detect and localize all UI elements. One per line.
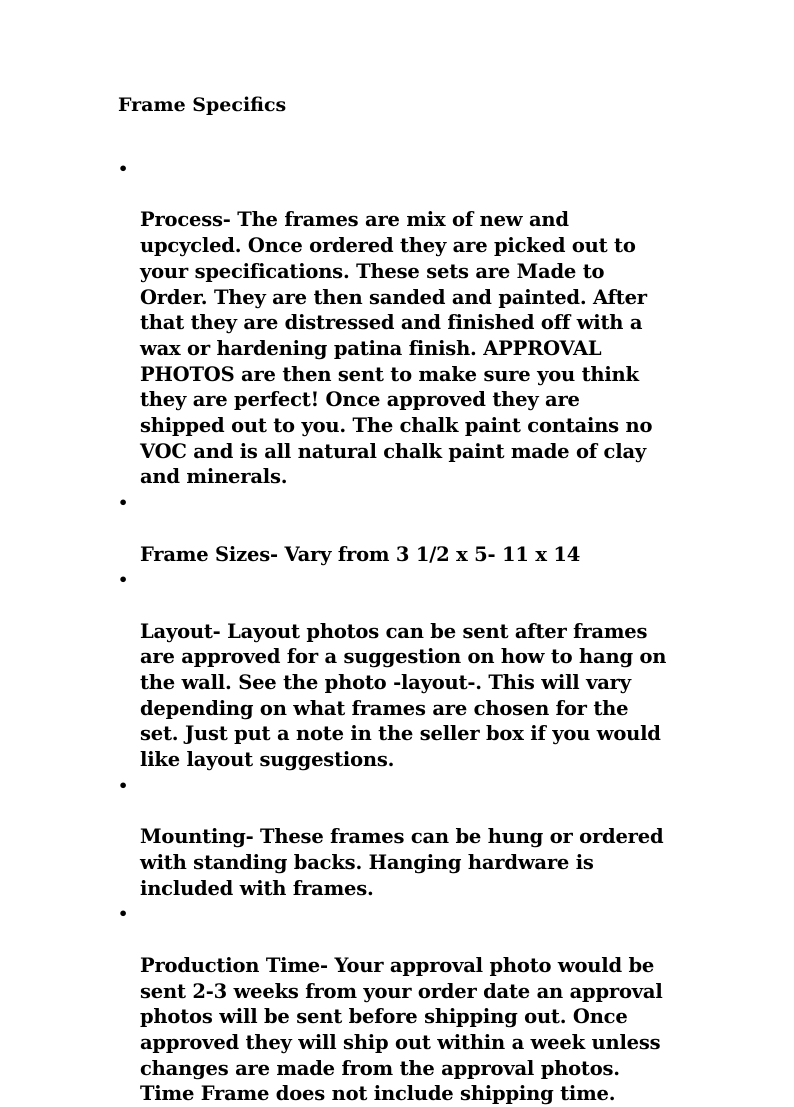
spec-item-production-time bbox=[118, 901, 718, 1107]
spec-item-text: Process- The frames are mix of new and upcycled. Once ordered they are picked out to your specifications. These sets are Made to Order. They are then sanded and painted. After that they are distressed and finished off with a wax or hardening patina finish. APPROVAL PHOTOS are then sent to make sure you think they are perfect! Once approved they are shipped out to you. The chalk paint contains no VOC and is all natural chalk paint made of clay and minerals. bbox=[140, 208, 653, 489]
bullet-icon: • bbox=[118, 570, 129, 590]
spec-item-process bbox=[118, 156, 718, 490]
spec-item-text: Frame Sizes- Vary from 3 1/2 x 5- 11 x 14 bbox=[140, 542, 581, 566]
bullet-icon: • bbox=[118, 775, 129, 795]
spec-list bbox=[118, 156, 718, 1107]
spec-item-layout bbox=[118, 567, 718, 773]
spec-item-frame-sizes bbox=[118, 490, 718, 567]
bullet-icon: • bbox=[118, 904, 129, 924]
bullet-icon: • bbox=[118, 493, 129, 513]
spec-item-mounting bbox=[118, 773, 718, 902]
bullet-icon: • bbox=[118, 159, 129, 178]
page-title: Frame Specifics bbox=[118, 94, 287, 116]
spec-item-text: Production Time- Your approval photo would be sent 2-3 weeks from your order date an approval photos will be sent before shipping out. Once approved they will ship out within a week unless changes are made from the approval photos. Time Frame does not include shipping time. bbox=[140, 953, 663, 1106]
spec-item-text: Layout- Layout photos can be sent after frames are approved for a suggestion on how to hang on the wall. See the photo -layout-. This will vary depending on what frames are chosen for the set. Just put a note in the seller box if you would like layout suggestions. bbox=[140, 619, 667, 772]
spec-item-text: Mounting- These frames can be hung or ordered with standing backs. Hanging hardware is included with frames. bbox=[140, 825, 664, 900]
